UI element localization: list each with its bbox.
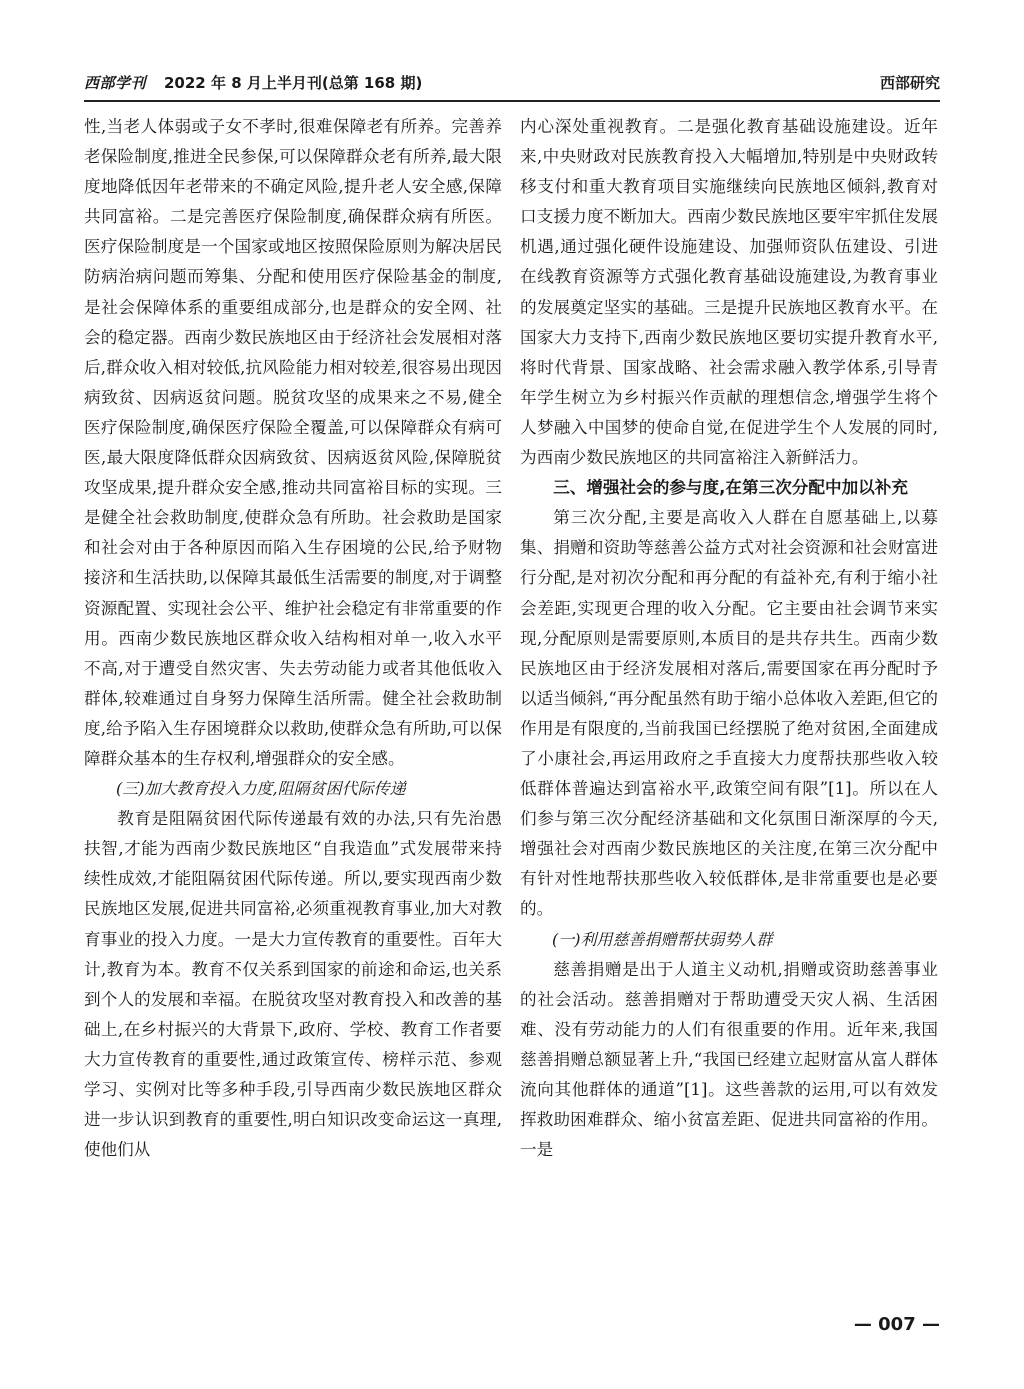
paragraph-education: 教育是阻隔贫困代际传递最有效的办法,只有先治愚扶智,才能为西南少数民族地区“自我造血”式发展带来持续性成效,才能阻隔贫困代际传递。所以,要实现西南少数民族地区发展,促进共同富裕,必须重视教育事业,加大对教育事业的投入力度。一是大力宣传教育的重要性。百年大计,教育为本。教育不仅关系到国家的前途和命运,也关系到个人的发展和幸福。在脱贫攻坚对教育投入和改善的基础上,在乡村振兴的大背景下,政府、学校、教育工作者要大力宣传教育的重要性,通过政策宣传、榜样示范、参观学习、实例对比等多种手段,引导西南少数民族地区群众进一步认识到教育的重要性,明白知识改变命运这一真理,使他们从 <box>84 809 502 1160</box>
paragraph-social-security: 性,当老人体弱或子女不孝时,很难保障老有所养。完善养老保险制度,推进全民参保,可以保障群众老有所养,最大限度地降低因年老带来的不确定风险,提升老人安全感,保障共同富裕。二是完善医疗保险制度,确保群众病有所医。医疗保险制度是一个国家或地区按照保险原则为解决居民防病治病问题而筹集、分配和使用医疗保险基金的制度,是社会保障体系的重要组成部分,也是群众的安全网、社会的稳定器。西南少数民族地区由于经济社会发展相对落后,群众收入相对较低,抗风险能力相对较差,很容易出现因病致贫、因病返贫问题。脱贫攻坚的成果来之不易,健全医疗保险制度,确保医疗保险全覆盖,可以保障群众有病可医,最大限度降低群众因病致贫、因病返贫风险,保障脱贫攻坚成果,提升群众安全感,推动共同富裕目标的实现。三是健全社会救助制度,使群众急有所助。社会救助是国家和社会对由于各种原因而陷入生存困境的公民,给予财物接济和生活扶助,以保障其最低生活需要的制度,对于调整资源配置、实现社会公平、维护社会稳定有非常重要的作用。西南少数民族地区群众收入结构相对单一,收入水平不高,对于遭受自然灾害、失去劳动能力或者其他低收入群体,较难通过自身努力保障生活所需。健全社会救助制度,给予陷入生存困境群众以救助,使群众急有所助,可以保障群众基本的生存权利,增强群众的安全感。 <box>84 117 502 768</box>
left-column <box>84 112 502 1165</box>
issue-info: 2022 年 8 月上半月刊(总第 168 期) <box>164 74 423 92</box>
section-heading-third-distribution: 三、增强社会的参与度,在第三次分配中加以补充 <box>553 478 908 498</box>
paragraph-third-distribution: 第三次分配,主要是高收入人群在自愿基础上,以募集、捐赠和资助等慈善公益方式对社会资源和社会财富进行分配,是对初次分配和再分配的有益补充,有利于缩小社会差距,实现更合理的收入分配。它主要由社会调节来实现,分配原则是需要原则,本质目的是共存共生。西南少数民族地区由于经济发展相对落后,需要国家在再分配时予以适当倾斜,“再分配虽然有助于缩小总体收入差距,但它的作用是有限度的,当前我国已经摆脱了绝对贫困,全面建成了小康社会,再运用政府之手直接大力度帮扶那些收入较低群体普遍达到富裕水平,政策空间有限”[1]。所以在人们参与第三次分配经济基础和文化氛围日渐深厚的今天,增强社会对西南少数民族地区的关注度,在第三次分配中有针对性地帮扶那些收入较低群体,是非常重要也是必要的。 <box>520 508 938 919</box>
running-header <box>84 70 940 102</box>
subheading-charity: (一)利用慈善捐赠帮扶弱势人群 <box>552 929 773 949</box>
journal-masthead-logo: 西部学刊 <box>84 74 147 92</box>
paragraph-education-continued: 内心深处重视教育。二是强化教育基础设施建设。近年来,中央财政对民族教育投入大幅增加,特别是中央财政转移支付和重大教育项目实施继续向民族地区倾斜,教育对口支援力度不断加大。西南少数民族地区要牢牢抓住发展机遇,通过强化硬件设施建设、加强师资队伍建设、引进在线教育资源等方式强化教育基础设施建设,为教育事业的发展奠定坚实的基础。三是提升民族地区教育水平。在国家大力支持下,西南少数民族地区要切实提升教育水平,将时代背景、国家战略、社会需求融入教学体系,引导青年学生树立为乡村振兴作贡献的理想信念,增强学生将个人梦融入中国梦的使命自觉,在促进学生个人发展的同时,为西南少数民族地区的共同富裕注入新鲜活力。 <box>520 117 938 468</box>
subheading-education: (三)加大教育投入力度,阻隔贫困代际传递 <box>116 779 406 799</box>
right-column <box>520 112 938 1165</box>
paragraph-charity: 慈善捐赠是出于人道主义动机,捐赠或资助慈善事业的社会活动。慈善捐赠对于帮助遭受天灾人祸、生活困难、没有劳动能力的人们有很重要的作用。近年来,我国慈善捐赠总额显著上升,“我国已经建立起财富从富人群体流向其他群体的通道”[1]。这些善款的运用,可以有效发挥救助困难群众、缩小贫富差距、促进共同富裕的作用。一是 <box>520 959 938 1160</box>
section-title: 西部研究 <box>879 74 940 92</box>
page-number: — 007 — <box>853 1314 940 1335</box>
